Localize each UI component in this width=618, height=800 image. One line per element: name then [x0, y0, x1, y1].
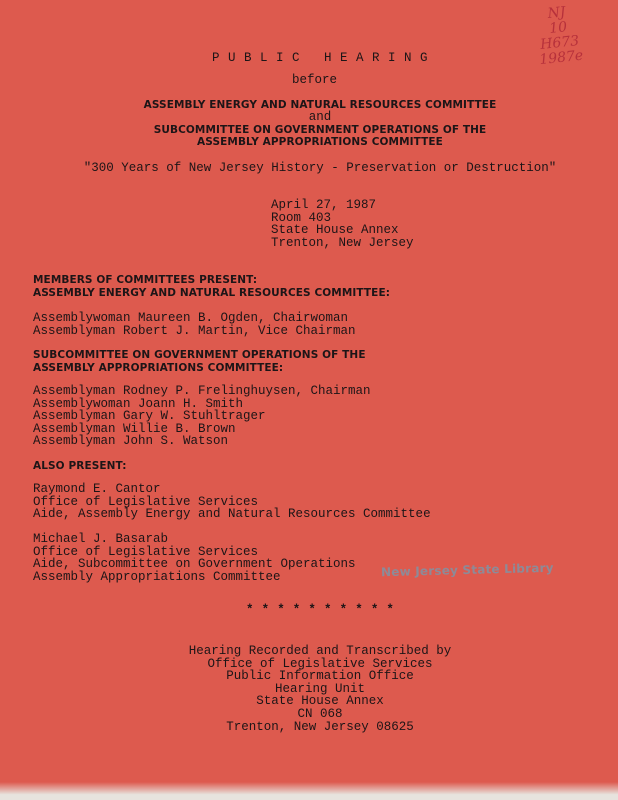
hearing-city: Trenton, New Jersey [271, 235, 414, 250]
member-name: Assemblyman Gary W. Stuhltrager [33, 409, 266, 424]
library-stamp: New Jersey State Library [380, 560, 554, 580]
member-name: Assemblyman Rodney P. Frelinghuysen, Chairman [33, 384, 371, 398]
credit-line: CN 068 [297, 706, 343, 721]
hearing-building: State House Annex [271, 223, 399, 238]
subcommittee-heading [33, 349, 366, 374]
staff-entry [33, 533, 356, 583]
energy-committee-heading: ASSEMBLY ENERGY AND NATURAL RESOURCES COMMITTEE: [33, 287, 391, 299]
committee-title-2-cont: ASSEMBLY APPROPRIATIONS COMMITTEE [197, 136, 443, 148]
credit-line: State House Annex [256, 694, 384, 709]
hearing-date: April 27, 1987 [271, 198, 377, 212]
staff-line: Aide, Assembly Energy and Natural Resources Committee [33, 507, 431, 522]
staff-line: Office of Legislative Services [33, 494, 259, 509]
hearing-room: Room 403 [271, 210, 332, 225]
staff-line: Raymond E. Cantor [33, 482, 161, 496]
handwritten-line: NJ [546, 4, 567, 23]
and-label: and [308, 110, 332, 124]
handwritten-call-number [511, 1, 607, 70]
staff-line: Aide, Subcommittee on Government Operations [33, 557, 356, 572]
hearing-title: P U B L I C H E A R I N G [212, 51, 429, 65]
member-name: Assemblyman Willie B. Brown [33, 421, 236, 436]
member-name: Assemblyman Robert J. Martin, Vice Chairman [33, 323, 356, 338]
staff-entry [33, 483, 431, 521]
handwritten-line: H673 [539, 32, 580, 53]
members-heading: MEMBERS OF COMMITTEES PRESENT: [33, 274, 258, 286]
subcommittee-list [33, 385, 371, 448]
section-divider: * * * * * * * * * * [246, 603, 395, 617]
hearing-info [271, 199, 414, 249]
committee-title-2: SUBCOMMITTEE ON GOVERNMENT OPERATIONS OF THE [153, 124, 487, 136]
committee-title-1: ASSEMBLY ENERGY AND NATURAL RESOURCES COMMITTEE [143, 99, 497, 111]
handwritten-line: 10 [548, 19, 568, 37]
also-present-heading: ALSO PRESENT: [33, 460, 127, 472]
member-name: Assemblywoman Maureen B. Ogden, Chairwoman [33, 311, 349, 325]
credit-line: Office of Legislative Services [207, 656, 433, 671]
credit-line: Trenton, New Jersey 08625 [226, 719, 414, 734]
credit-line: Hearing Unit [274, 681, 365, 696]
staff-line: Assembly Appropriations Committee [33, 569, 281, 584]
credit-line: Public Information Office [226, 669, 414, 684]
staff-line: Office of Legislative Services [33, 544, 259, 559]
handwritten-line: 1987e [538, 47, 584, 69]
before-label: before [292, 73, 338, 87]
subcommittee-heading-line: ASSEMBLY APPROPRIATIONS COMMITTEE: [33, 361, 284, 374]
transcription-credit [0, 645, 618, 733]
staff-line: Michael J. Basarab [33, 532, 169, 546]
member-name: Assemblyman John S. Watson [33, 434, 229, 449]
hearing-subject: "300 Years of New Jersey History - Preservation or Destruction" [83, 161, 557, 175]
member-name: Assemblywoman Joann H. Smith [33, 396, 244, 411]
subcommittee-heading-line: SUBCOMMITTEE ON GOVERNMENT OPERATIONS OF THE [33, 349, 366, 361]
energy-committee-list [33, 312, 356, 337]
credit-line: Hearing Recorded and Transcribed by [188, 644, 452, 658]
